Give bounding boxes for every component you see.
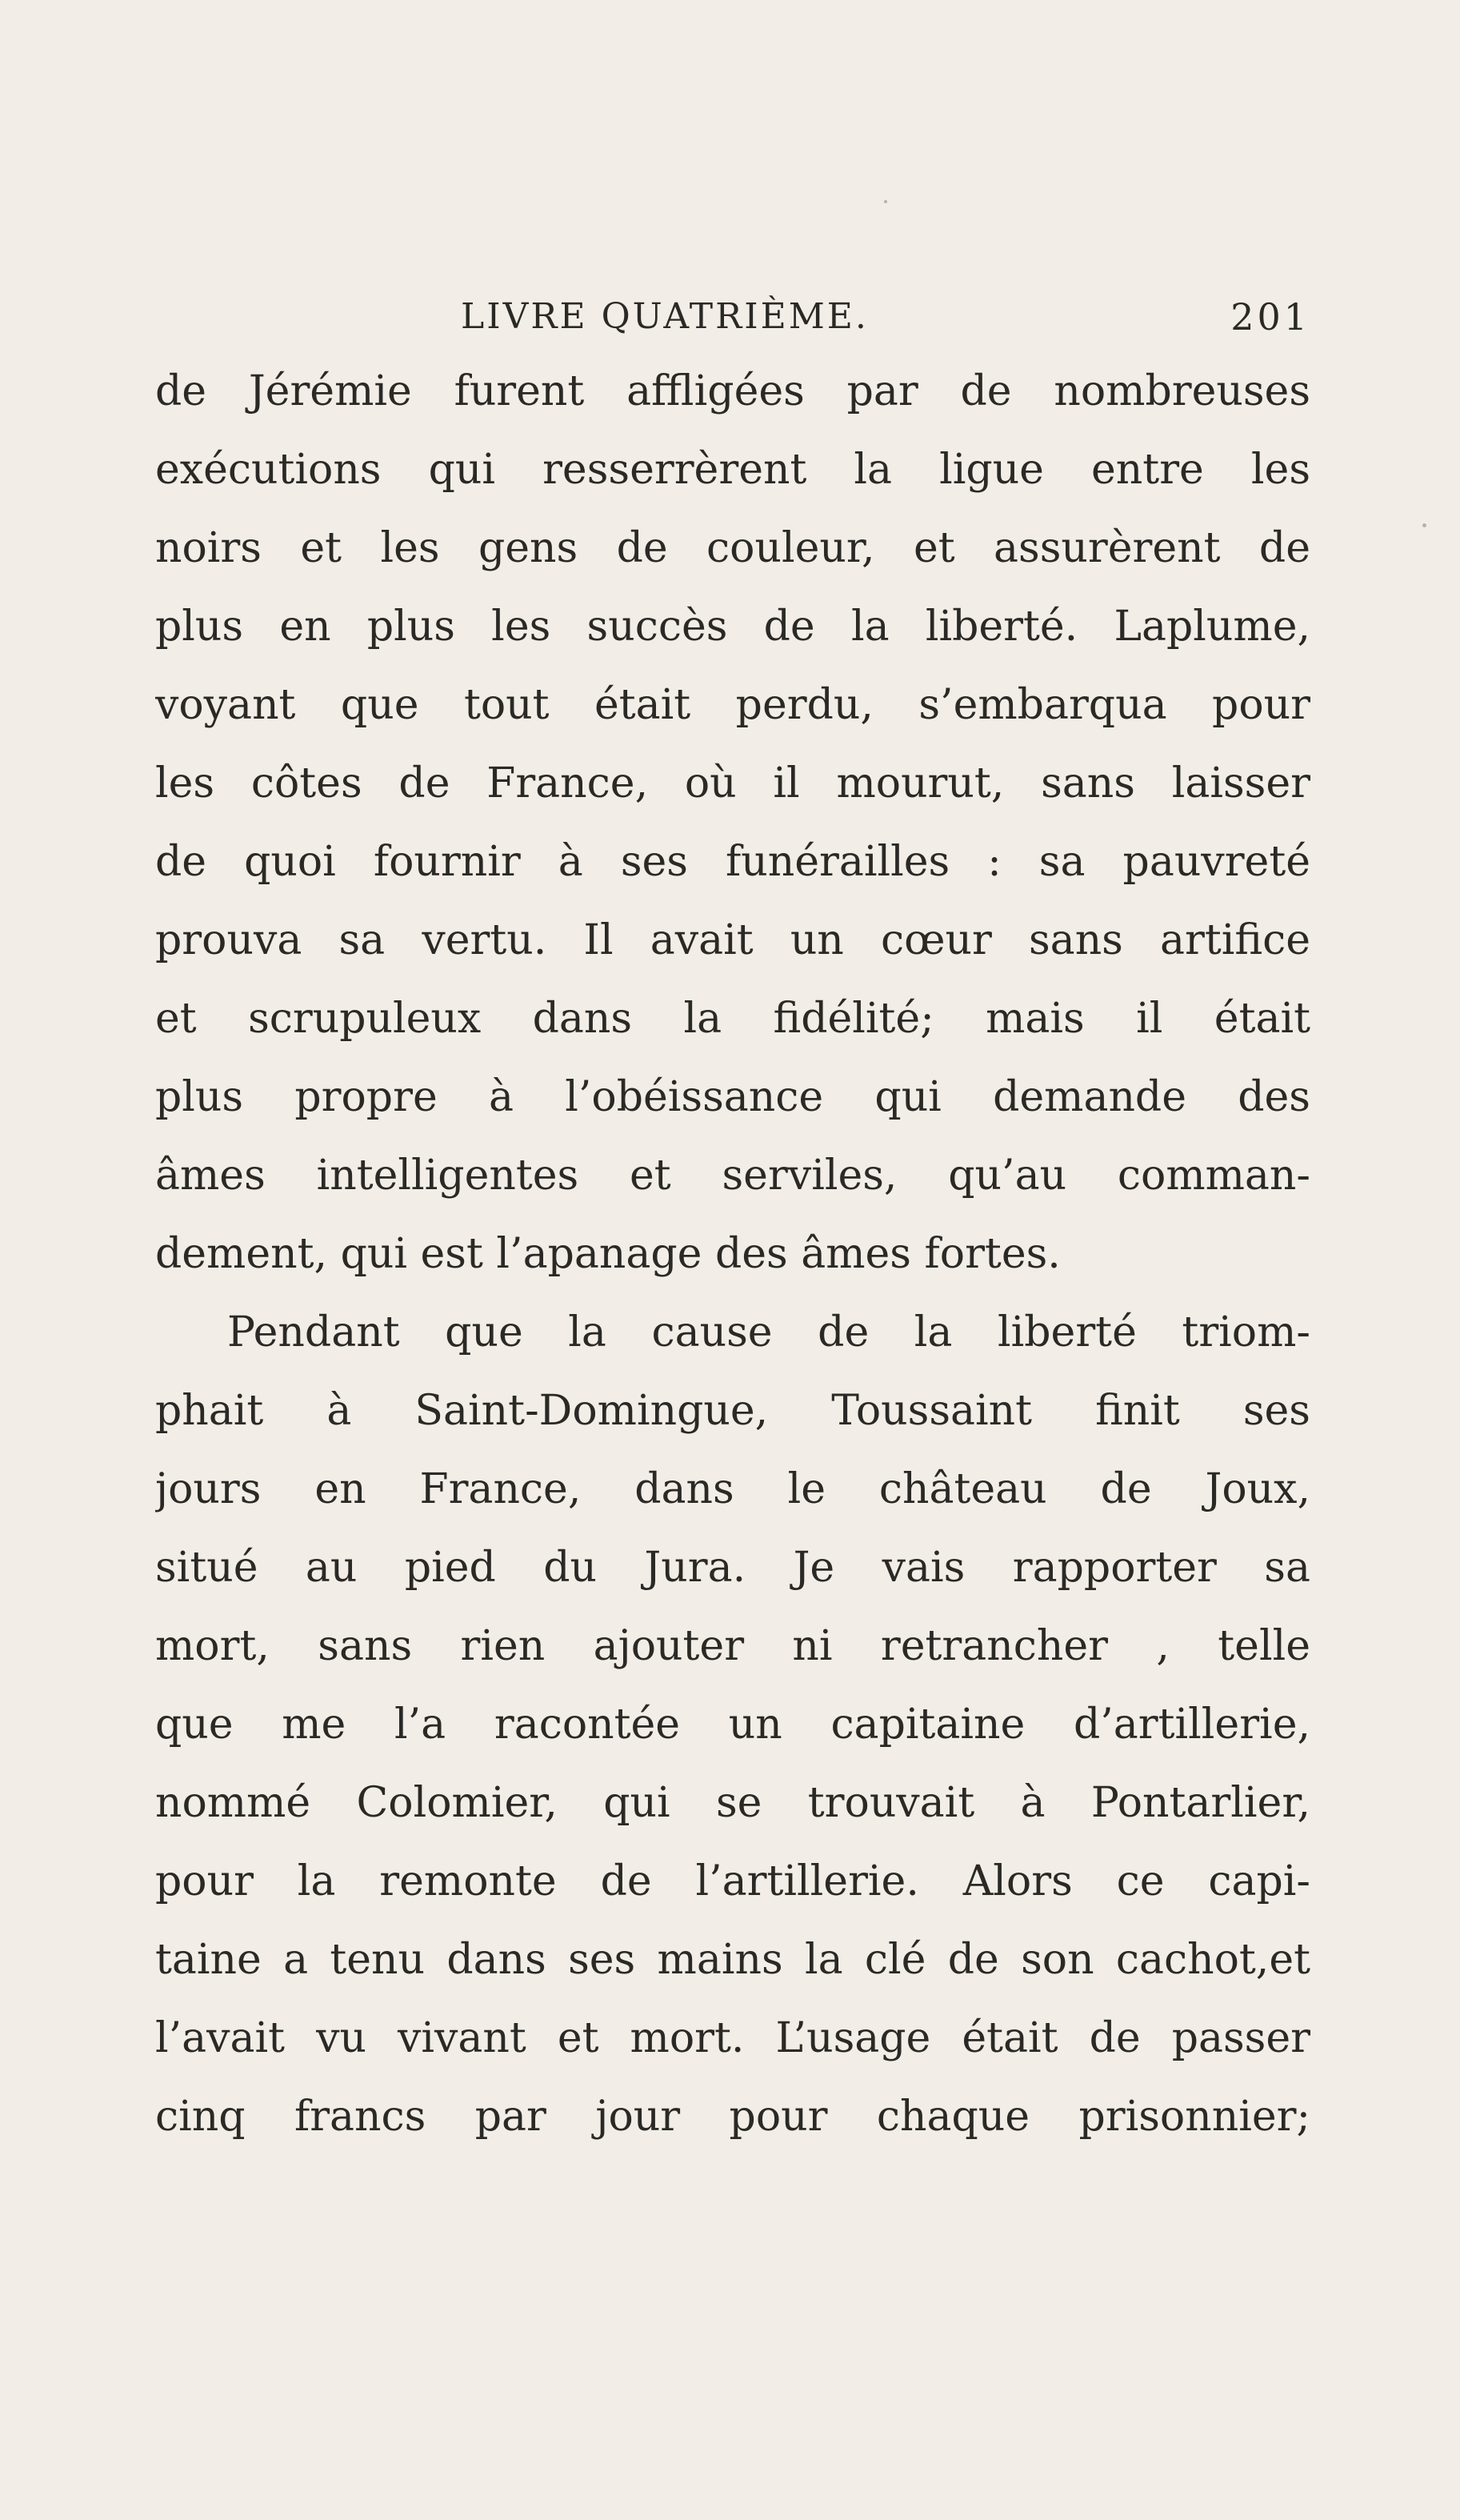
text-line: les côtes de France, où il mourut, sans laisser: [155, 759, 1310, 807]
text-line: voyant que tout était perdu, s’embarqua pour: [155, 681, 1310, 729]
text-line: exécutions qui resserrèrent la ligue entre les: [155, 446, 1310, 494]
text-line: pour la remonte de l’artillerie. Alors ce capi-: [155, 1857, 1310, 1905]
text-line: plus en plus les succès de la liberté. Laplume,: [155, 603, 1310, 651]
text-line: dement, qui est l’apanage des âmes fortes.: [155, 1230, 1061, 1278]
text-line: phait à Saint-Domingue, Toussaint finit ses: [155, 1387, 1310, 1435]
running-title: LIVRE QUATRIÈME.: [461, 296, 869, 337]
text-line: prouva sa vertu. Il avait un cœur sans artifice: [155, 916, 1310, 964]
text-line: cinq francs par jour pour chaque prisonnier;: [155, 2093, 1310, 2141]
text-line: plus propre à l’obéissance qui demande des: [155, 1073, 1310, 1121]
text-line: de quoi fournir à ses funérailles : sa pauvreté: [155, 838, 1310, 886]
text-line: noirs et les gens de couleur, et assurèrent de: [155, 524, 1310, 572]
text-line: Pendant que la cause de la liberté triom-: [227, 1308, 1310, 1356]
body-text: [155, 352, 1310, 2156]
text-line: jours en France, dans le château de Joux,: [155, 1465, 1310, 1513]
paper-speck: [884, 200, 887, 203]
text-line: l’avait vu vivant et mort. L’usage était de passer: [155, 2014, 1310, 2062]
text-line: que me l’a racontée un capitaine d’artillerie,: [155, 1701, 1310, 1749]
text-line: et scrupuleux dans la fidélité; mais il était: [155, 995, 1310, 1043]
page-number: 201: [1230, 295, 1310, 339]
text-line: situé au pied du Jura. Je vais rapporter sa: [155, 1544, 1310, 1592]
paragraph: [155, 1293, 1310, 2156]
running-header: [155, 285, 1310, 349]
paper-speck: [1422, 523, 1426, 527]
text-line: taine a tenu dans ses mains la clé de son cachot,et: [155, 1936, 1310, 1984]
paragraph: [155, 352, 1310, 1293]
text-line: mort, sans rien ajouter ni retrancher , telle: [155, 1622, 1310, 1670]
text-line: nommé Colomier, qui se trouvait à Pontarlier,: [155, 1779, 1310, 1827]
text-line: de Jérémie furent affligées par de nombreuses: [155, 367, 1310, 415]
text-line: âmes intelligentes et serviles, qu’au comman-: [155, 1152, 1310, 1200]
